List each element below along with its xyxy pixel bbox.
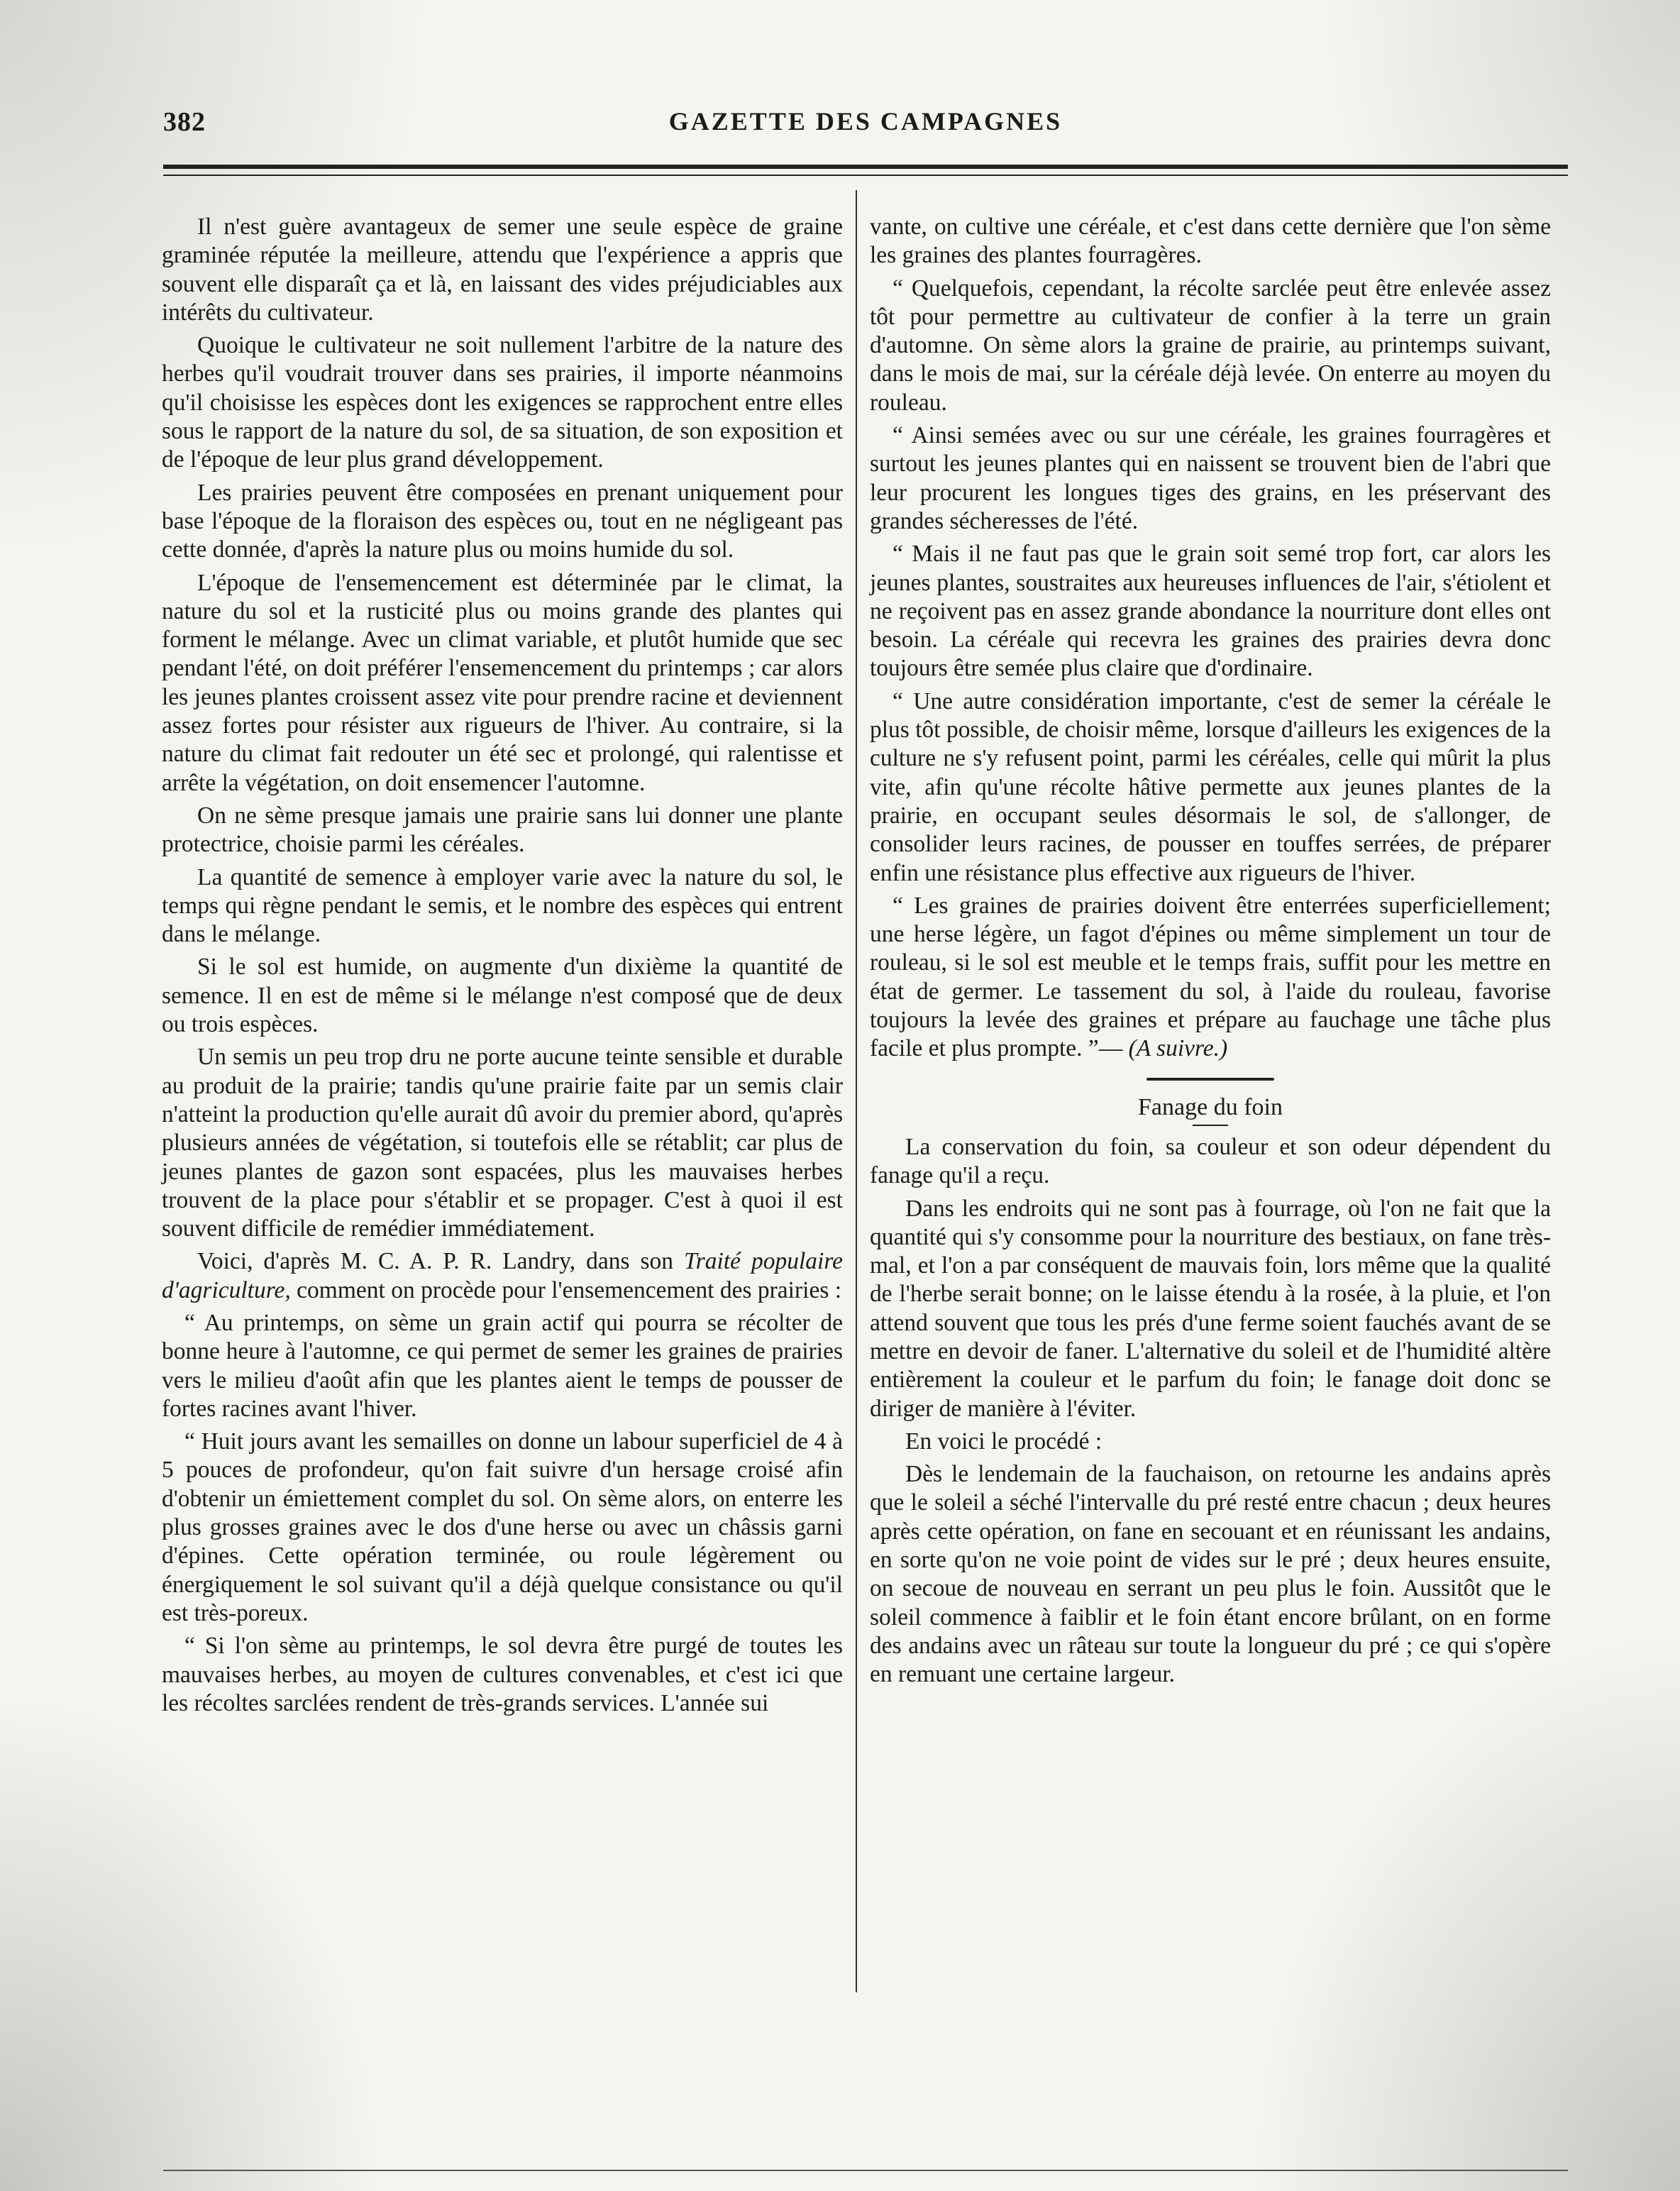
quote-paragraph: “ Une autre considération importante, c'est de semer la céréale le plus tôt possible, de choisir même, lorsque d'ailleurs les exigences de la culture ne s'y refusent point, parmi les céréales, celle qui mûrit la plus vite, afin qu'une récolte hâtive permette aux jeunes plantes de la prairie, en occupant seules désormais le sol, de s'allonger, de consolider leurs racines, de pousser en touffes serrées, de préparer enfin une résistance plus effective aux rigueurs de l'hiver. xyxy=(870,688,1551,886)
paragraph: Dans les endroits qui ne sont pas à fourrage, où l'on ne fait que la quantité qui s'y consomme pour la nourriture des bestiaux, on fane très-mal, et l'on a par conséquent de mauvais foin, lors même que la qualité de l'herbe serait bonne; on le laisse étendu à la rosée, à la pluie, et l'on attend souvent que tous les prés d'une ferme soient fauchés avant de se mettre en devoir de faner. L'alternative du soleil et de l'humidité altère entièrement la couleur et le parfum du foin; le fanage doit donc se diriger de manière à l'éviter. xyxy=(870,1195,1551,1422)
quote-paragraph: “ Ainsi semées avec ou sur une céréale, les graines fourragères et surtout les jeunes plantes qui en naissent se trouvent bien de l'abri que leur procurent les longues tiges des grains, en les préservant des grandes sécheresses de l'été. xyxy=(870,422,1551,534)
paragraph: Il n'est guère avantageux de semer une seule espèce de graine graminée réputée la meilleure, attendu que l'expérience a appris que souvent elle disparaît ça et là, en laissant des vides préjudiciables aux intérêts du cultivateur. xyxy=(162,214,843,326)
paragraph: Dès le lendemain de la fauchaison, on retourne les andains après que le soleil a séché l'intervalle du pré resté entre chacun ; deux heures après cette opération, on fane en secouant et en réunissant les andains, en sorte qu'on ne voie point de vides sur le pré ; deux heures ensuite, on secoue de nouveau en serrant un peu plus le foin. Aussitôt que le soleil commence à faiblir et le foin étant encore brûlant, on en forme des andains avec un râteau sur toute la longueur du pré ; ce qui s'opère en remuant une certaine largeur. xyxy=(870,1461,1551,1688)
quote-paragraph: “ Si l'on sème au printemps, le sol devra être purgé de toutes les mauvaises herbes, au moyen de cultures convenables, et c'est ici que les récoltes sarclées rendent de très-grands services. L'année sui xyxy=(162,1633,843,1716)
footer-rule xyxy=(163,2170,1568,2171)
quote-paragraph: “ Quelquefois, cependant, la récolte sarclée peut être enlevée assez tôt pour permettre au cultivateur de confier à la terre un grain d'automne. On sème alors la graine de prairie, au printemps suivant, dans le mois de mai, sur la céréale déjà levée. On enterre au moyen du rouleau. xyxy=(870,275,1551,416)
paragraph: On ne sème presque jamais une prairie sans lui donner une plante protectrice, choisie parmi les céréales. xyxy=(162,802,843,858)
paragraph: En voici le procédé : xyxy=(905,1428,1102,1455)
section-title: Fanage du foin xyxy=(1138,1093,1283,1120)
page-header xyxy=(163,106,1568,149)
column-divider xyxy=(856,190,857,1992)
quote-paragraph: “ Huit jours avant les semailles on donne un labour superficiel de 4 à 5 pouces de profondeur, qu'on fait suivre d'un hersage croisé afin d'obtenir un émiettement complet du sol. On sème alors, on enterre les plus grosses graines avec le dos d'une herse ou avec un châssis garni d'épines. Cette opération terminée, ou roule légèrement ou énergiquement le sol suivant qu'il a déjà quelque consistance ou qu'il est très-poreux. xyxy=(162,1428,843,1626)
quote-end-text: “ Les graines de prairies doivent être enterrées superficiellement; une herse légère, un fagot d'épines ou même simplement un tour de rouleau, si le sol est meuble et le temps frais, suffit pour les mettre en état de germer. Le tassement du sol, à l'aide du rouleau, favorise toujours la levée des graines et prépare au fauchage une tâche plus facile et plus prompte. ”— xyxy=(870,892,1551,1062)
paragraph: Un semis un peu trop dru ne porte aucune teinte sensible et durable au produit de la prairie; tandis qu'une prairie faite par un semis clair n'atteint la production qu'elle aurait dû avoir du premier abord, qu'après plusieurs années de végétation, si toutefois elle se rétablit; car plus de jeunes plantes de gazon sont espacées, plus les mauvaises herbes trouvent de la place pour s'établir et se propager. C'est à quoi il est souvent difficile de remédier immédiatement. xyxy=(162,1044,843,1242)
section-separator xyxy=(1146,1078,1274,1081)
quote-paragraph: “ Au printemps, on sème un grain actif qui pourra se récolter de bonne heure à l'automne, ce qui permet de semer les graines de prairies vers le milieu d'août afin que les plantes aient le temps de pousser de fortes racines avant l'hiver. xyxy=(162,1309,843,1422)
header-rule xyxy=(163,165,1568,176)
right-column xyxy=(870,213,1551,1694)
left-column xyxy=(162,213,843,1722)
continued-paragraph: vante, on cultive une céréale, et c'est dans cette dernière que l'on sème les graines des plantes fourragères. xyxy=(870,214,1551,269)
to-be-continued: (A suivre.) xyxy=(1128,1035,1228,1062)
page-number: 382 xyxy=(163,107,206,137)
running-title: GAZETTE DES CAMPAGNES xyxy=(668,107,1063,136)
paragraph: Si le sol est humide, on augmente d'un dixième la quantité de semence. Il en est de même si le mélange n'est composé que de deux ou trois espèces. xyxy=(162,954,843,1038)
paragraph: La conservation du foin, sa couleur et son odeur dépendent du fanage qu'il a reçu. xyxy=(870,1133,1551,1189)
book-title: Traité populaire d'agriculture, xyxy=(162,1248,843,1303)
paragraph: L'époque de l'ensemencement est déterminée par le climat, la nature du sol et la rusticité plus ou moins grande des plantes qui forment le mélange. Avec un climat variable, et plutôt humide que sec pendant l'été, on doit préférer l'ensemencement du printemps ; car alors les jeunes plantes croissent assez vite pour prendre racine et deviennent assez fortes pour résister aux rigueurs de l'hiver. Au contraire, si la nature du climat fait redouter un été sec et prolongé, qui ralentisse et arrête la végétation, on doit ensemencer l'automne. xyxy=(162,569,843,796)
landry-outro: comment on procède pour l'ensemencement des prairies : xyxy=(290,1276,842,1303)
landry-paragraph xyxy=(162,1247,843,1305)
landry-intro: Voici, d'après M. C. A. P. R. Landry, dans son xyxy=(197,1248,684,1275)
quote-paragraph xyxy=(870,892,1551,1064)
section-title-rule xyxy=(1193,1125,1228,1126)
quote-paragraph: “ Mais il ne faut pas que le grain soit semé trop fort, car alors les jeunes plantes, soustraites aux heureuses influences de l'air, s'étiolent et ne reçoivent pas en assez grande abondance la nourriture dont elles ont besoin. La céréale qui recevra les graines des prairies devra donc toujours être semée plus claire que d'ordinaire. xyxy=(870,541,1551,682)
paragraph: Quoique le cultivateur ne soit nullement l'arbitre de la nature des herbes qu'il voudrait trouver dans ses prairies, il importe néanmoins qu'il choisisse les espèces dont les exigences se rapprochent entre elles sous le rapport de la nature du sol, de sa situation, de son exposition et de l'époque de leur plus grand développement. xyxy=(162,332,843,473)
paragraph: La quantité de semence à employer varie avec la nature du sol, le temps qui règne pendant le semis, et le nombre des espèces qui entrent dans le mélange. xyxy=(162,863,843,948)
paragraph: Les prairies peuvent être composées en prenant uniquement pour base l'époque de la floraison des espèces ou, tout en ne négligeant pas cette donnée, d'après la nature plus ou moins humide du sol. xyxy=(162,479,843,563)
